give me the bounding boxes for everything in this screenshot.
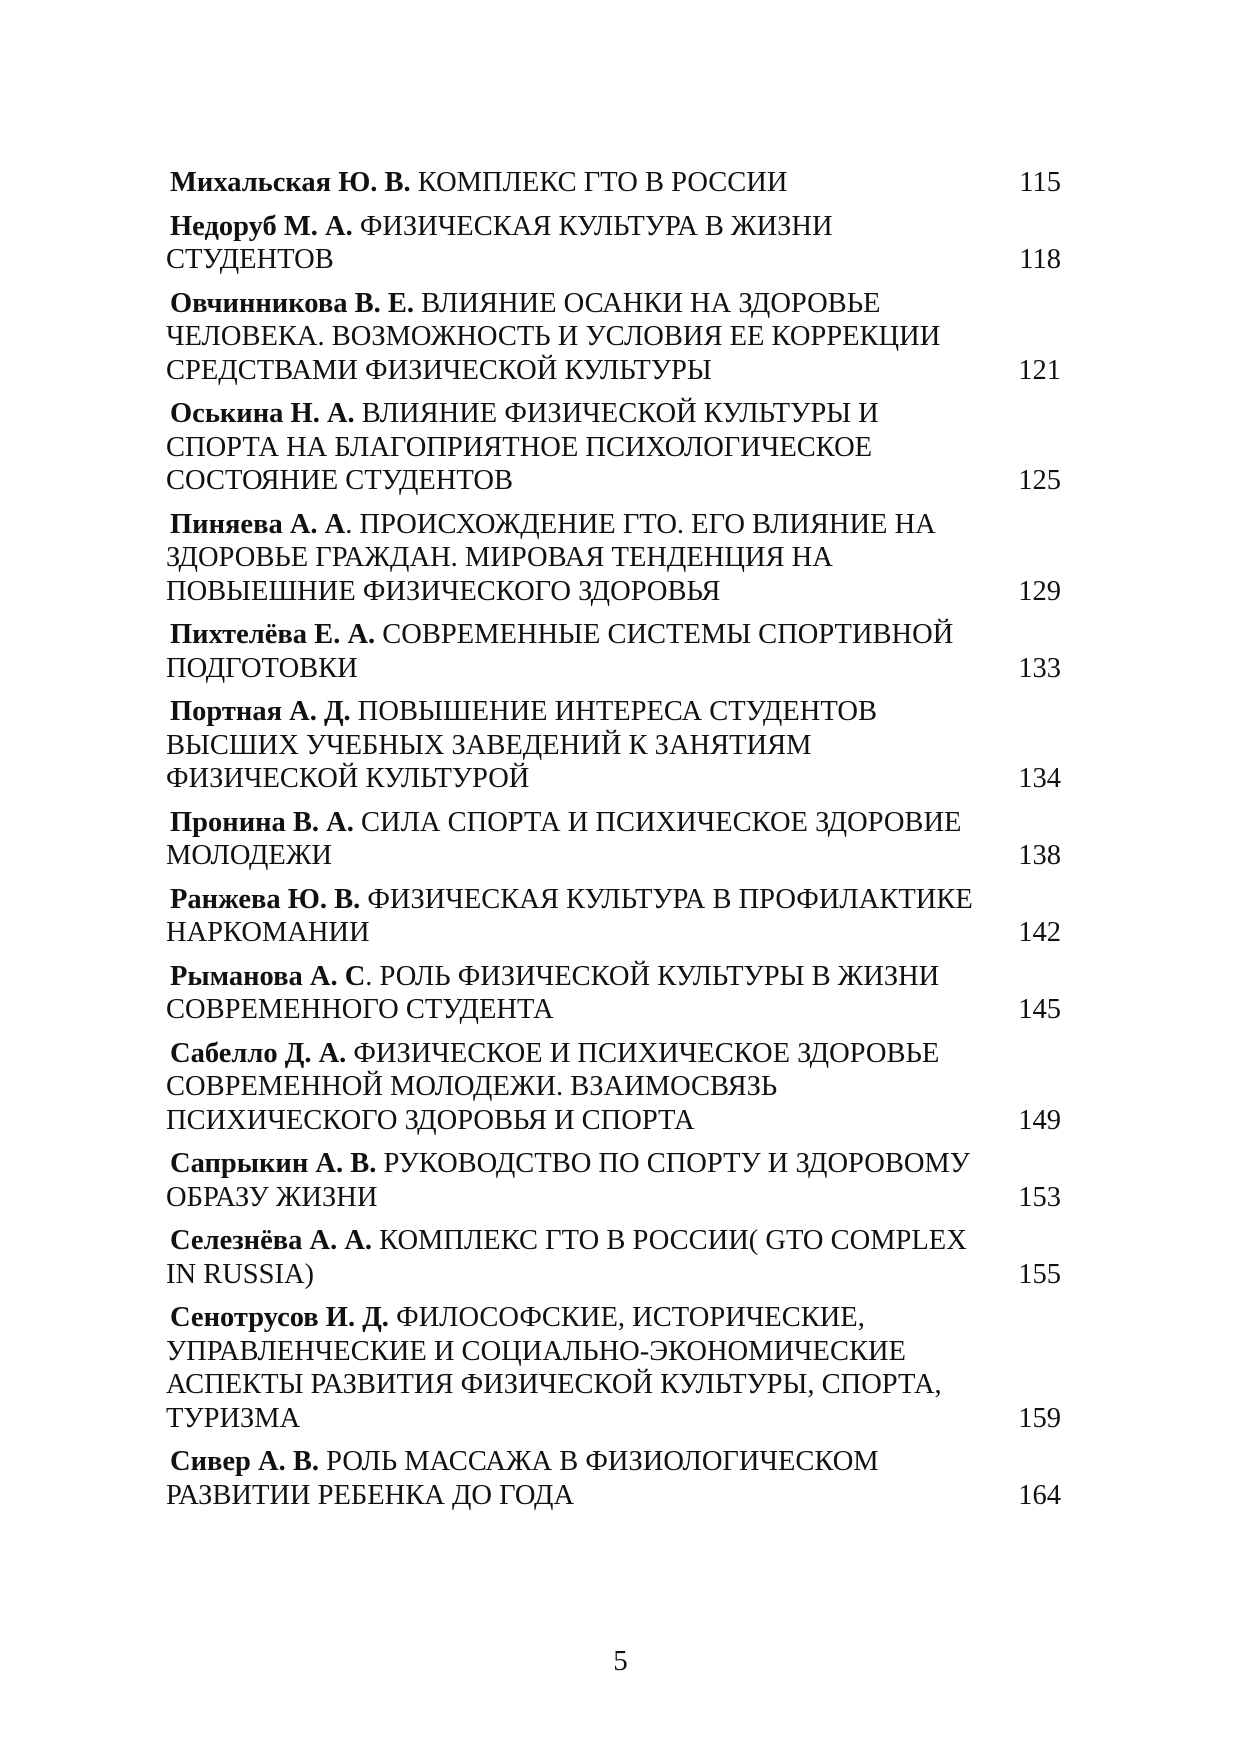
toc-page-number: 125 (1018, 465, 1061, 496)
toc-entry[interactable] (166, 210, 1061, 277)
toc-page-number: 155 (1018, 1258, 1061, 1290)
toc-page-number: 149 (1018, 1104, 1061, 1136)
toc-entry[interactable] (166, 287, 1061, 388)
page-number: 5 (613, 1645, 628, 1677)
toc-page-number: 121 (1018, 354, 1061, 386)
toc-author: Селезнёва А. А. (170, 1225, 373, 1256)
toc-entry-text (166, 1224, 1001, 1291)
toc-title: РУКОВОДСТВО ПО СПОРТУ И ЗДОРОВОМУ ОБРАЗУ ЖИЗНИ (166, 1148, 970, 1213)
toc-entry-text (166, 1037, 1001, 1138)
toc-author: Ранжева Ю. В. (170, 883, 361, 915)
toc-title: КОМПЛЕКС ГТО В РОССИИ( GTO COMPLEX IN RUSSIA) (166, 1225, 967, 1290)
toc-author: Пронина В. А. (170, 806, 354, 838)
toc-entry-text (166, 960, 1001, 1027)
toc-title: ФИЛОСОФСКИЕ, ИСТОРИЧЕСКИЕ, УПРАВЛЕНЧЕСКИЕ И СОЦИАЛЬНО-ЭКОНОМИЧЕСКИЕ АСПЕКТЫ РАЗВИТИЯ ФИЗИЧЕСКОЙ КУЛЬТУРЫ, СПОРТА, ТУРИЗМА (166, 1302, 942, 1434)
toc-title: СИЛА СПОРТА И ПСИХИЧЕСКОЕ ЗДОРОВИЕ МОЛОДЕЖИ (166, 806, 962, 871)
toc-entry[interactable] (166, 1301, 1061, 1435)
toc-title: ФИЗИЧЕСКАЯ КУЛЬТУРА В ЖИЗНИ СТУДЕНТОВ (166, 210, 833, 275)
toc-author: Пихтелёва Е. А. (170, 619, 376, 650)
toc-title: ВЛИЯНИЕ ФИЗИЧЕСКОЙ КУЛЬТУРЫ И СПОРТА НА БЛАГОПРИЯТНОЕ ПСИХОЛОГИЧЕСКОЕ СОСТОЯНИЕ СТУДЕНТОВ (166, 398, 879, 496)
toc-author: Недоруб М. А. (170, 210, 353, 242)
toc-page-number: 138 (1018, 840, 1061, 871)
toc-entry[interactable] (166, 806, 1061, 873)
toc-entry-text (166, 508, 1001, 609)
toc-title: РОЛЬ МАССАЖА В ФИЗИОЛОГИЧЕСКОМ РАЗВИТИИ РЕБЕНКА ДО ГОДА (166, 1446, 879, 1511)
toc-entry-text (166, 883, 1001, 950)
toc-entry-text (166, 166, 1001, 200)
toc-author: Рыманова А. С (170, 960, 366, 992)
toc-page-number: 164 (1018, 1479, 1061, 1511)
toc-entry[interactable] (166, 883, 1061, 950)
toc-title: ПОВЫШЕНИЕ ИНТЕРЕСА СТУДЕНТОВ ВЫСШИХ УЧЕБНЫХ ЗАВЕДЕНИЙ К ЗАНЯТИЯМ ФИЗИЧЕСКОЙ КУЛЬТУРОЙ (166, 696, 877, 794)
toc-entry-text (166, 695, 1001, 796)
toc-entry[interactable] (166, 695, 1061, 796)
toc-entry[interactable] (166, 1037, 1061, 1138)
toc-entry[interactable] (166, 397, 1061, 498)
toc-entry[interactable] (166, 166, 1061, 200)
toc-page-number: 145 (1018, 994, 1061, 1025)
toc-author: Сивер А. В. (170, 1446, 319, 1477)
toc-title: СОВРЕМЕННЫЕ СИСТЕМЫ СПОРТИВНОЙ ПОДГОТОВКИ (166, 619, 954, 684)
toc-entry[interactable] (166, 618, 1061, 685)
toc-entry-text (166, 210, 1001, 277)
toc-entry[interactable] (166, 1147, 1061, 1214)
toc-author: Михальская Ю. В. (170, 167, 411, 198)
toc-entry-text (166, 1445, 1001, 1512)
toc-page-number: 134 (1018, 763, 1061, 794)
toc-title: ФИЗИЧЕСКОЕ И ПСИХИЧЕСКОЕ ЗДОРОВЬЕ СОВРЕМЕННОЙ МОЛОДЕЖИ. ВЗАИМОСВЯЗЬ ПСИХИЧЕСКОГО ЗДОРОВЬЯ И СПОРТА (166, 1037, 940, 1136)
toc-entry-text (166, 806, 1001, 873)
table-of-contents (166, 166, 1061, 1522)
toc-entry[interactable] (166, 1445, 1061, 1512)
toc-entry-text (166, 1147, 1001, 1214)
toc-entry-text (166, 1301, 1001, 1435)
toc-entry-text (166, 287, 1001, 388)
toc-page-number: 115 (1019, 167, 1061, 198)
toc-author: Портная А. Д. (170, 696, 351, 727)
toc-author: Овчинникова В. Е. (170, 287, 414, 319)
toc-entry[interactable] (166, 1224, 1061, 1291)
toc-author: Пиняева А. А (170, 508, 346, 540)
toc-title: ФИЗИЧЕСКАЯ КУЛЬТУРА В ПРОФИЛАКТИКЕ НАРКОМАНИИ (166, 883, 973, 948)
toc-title: КОМПЛЕКС ГТО В РОССИИ (410, 167, 788, 198)
toc-page-number: 159 (1018, 1402, 1061, 1434)
toc-entry-text (166, 618, 1001, 685)
toc-page-number: 142 (1018, 917, 1061, 948)
toc-entry[interactable] (166, 960, 1061, 1027)
toc-title: ВЛИЯНИЕ ОСАНКИ НА ЗДОРОВЬЕ ЧЕЛОВЕКА. ВОЗМОЖНОСТЬ И УСЛОВИЯ ЕЕ КОРРЕКЦИИ СРЕДСТВАМИ ФИЗИЧЕСКОЙ КУЛЬТУРЫ (166, 287, 941, 386)
toc-page-number: 153 (1018, 1181, 1061, 1213)
toc-entry-text (166, 397, 1001, 498)
toc-entry[interactable] (166, 508, 1061, 609)
toc-author: Сапрыкин А. В. (170, 1148, 377, 1179)
toc-author: Сабелло Д. А. (170, 1037, 347, 1069)
toc-title: . ПРОИСХОЖДЕНИЕ ГТО. ЕГО ВЛИЯНИЕ НА ЗДОРОВЬЕ ГРАЖДАН. МИРОВАЯ ТЕНДЕНЦИЯ НА ПОВЫЕШНИЕ ФИЗИЧЕСКОГО ЗДОРОВЬЯ (166, 508, 936, 607)
toc-page-number: 129 (1018, 575, 1061, 607)
toc-page-number: 133 (1018, 652, 1061, 684)
toc-page-number: 118 (1019, 244, 1061, 275)
toc-author: Сенотрусов И. Д. (170, 1302, 389, 1333)
toc-title: . РОЛЬ ФИЗИЧЕСКОЙ КУЛЬТУРЫ В ЖИЗНИ СОВРЕМЕННОГО СТУДЕНТА (166, 960, 940, 1025)
toc-author: Оськина Н. А. (170, 398, 355, 429)
